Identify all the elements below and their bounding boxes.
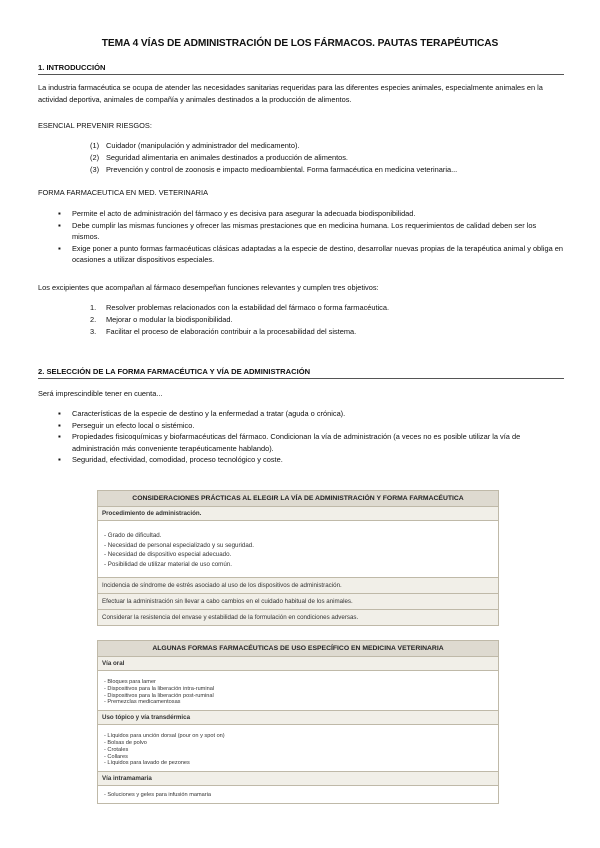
section-heading-introduccion: 1. INTRODUCCIÓN xyxy=(38,63,564,75)
table-header: CONSIDERACIONES PRÁCTICAS AL ELEGIR LA VÍA DE ADMINISTRACIÓN Y FORMA FARMACÉUTICA xyxy=(98,491,498,507)
risks-list xyxy=(90,140,560,176)
table-item: - Grado de dificultad. xyxy=(104,532,162,539)
table-formas-veterinarias xyxy=(97,640,499,804)
table-item: - Posibilidad de utilizar material de uso común. xyxy=(104,560,232,568)
table-item: - Soluciones y geles para infusión mamaria xyxy=(104,792,211,799)
table-group-label: Uso tópico y vía transdérmica xyxy=(98,711,498,725)
forma-bullets xyxy=(58,208,563,266)
document-title: TEMA 4 VÍAS DE ADMINISTRACIÓN DE LOS FÁRMACOS. PAUTAS TERAPÉUTICAS xyxy=(101,38,499,49)
intro-paragraph: La industria farmacéutica se ocupa de atender las necesidades sanitarias requeridas para las diferentes especies animales, especialmente animales en la actividad deportiva, animales de compañía y animales destinados a la producción de alimentos. xyxy=(38,83,543,104)
bullet-item: ▪ Perseguir un efecto local o sistémico. xyxy=(58,420,563,432)
risk-item: (1) Cuidador (manipulación y administrador del medicamento). xyxy=(90,141,300,150)
section2-lead: Será imprescindible tener en cuenta... xyxy=(38,389,163,398)
table-group-label: Vía oral xyxy=(98,657,498,671)
section-heading-seleccion: 2. SELECCIÓN DE LA FORMA FARMACÉUTICA Y VÍA DE ADMINISTRACIÓN xyxy=(38,367,564,379)
objective-item: 3. Facilitar el proceso de elaboración contribuir a la procesabilidad del sistema. xyxy=(90,327,357,336)
table-row: Efectuar la administración sin llevar a cabo cambios en el cuidado habitual de los animales. xyxy=(98,594,498,610)
table-group-items xyxy=(98,725,498,772)
objectives-list xyxy=(90,302,560,338)
table-item: - Necesidad de dispositivo especial adecuado. xyxy=(104,551,232,559)
excipientes-paragraph: Los excipientes que acompañan al fármaco desempeñan funciones relevantes y cumplen tres objetivos: xyxy=(38,283,379,292)
bullet-item: ▪ Debe cumplir las mismas funciones y ofrecer las mismas prestaciones que en medicina humana. Los requerimientos de calidad deben ser los mismos. xyxy=(58,220,563,243)
bullet-item: ▪ Exige poner a punto formas farmacéuticas clásicas adaptadas a la especie de destino, desarrollar nuevas propias de la terapéutica animal y obliga en ocasiones a utilizar dispositivos especiales. xyxy=(58,243,563,266)
table-header: ALGUNAS FORMAS FARMACÉUTICAS DE USO ESPECÍFICO EN MEDICINA VETERINARIA xyxy=(98,641,498,657)
table-item: - Líquidos para lavado de pezones xyxy=(104,760,190,767)
table-item: - Premezclas medicamentosas xyxy=(104,699,181,706)
risk-item: (3) Prevención y control de zoonosis e impacto medioambiental. Forma farmacéutica en medicina veterinaria... xyxy=(90,165,458,174)
table-item: - Bolsas de polvo xyxy=(104,739,147,746)
forma-label: FORMA FARMACEUTICA EN MED. VETERINARIA xyxy=(38,188,209,197)
table-item: - Dispositivos para la liberación intra-ruminal xyxy=(104,685,215,692)
bullet-item: ▪ Seguridad, efectividad, comodidad, proceso tecnológico y coste. xyxy=(58,454,563,466)
table-group-items xyxy=(98,671,498,711)
table-item: - Bloques para lamer xyxy=(104,679,156,685)
bullet-item: ▪ Permite el acto de administración del fármaco y es decisiva para asegurar la adecuada biodisponibilidad. xyxy=(58,208,563,220)
table-row: Incidencia de síndrome de estrés asociado al uso de los dispositivos de administración. xyxy=(98,578,498,594)
table-group-label: Vía intramamaria xyxy=(98,772,498,786)
table-consideraciones xyxy=(97,490,499,626)
table-item: - Crotales xyxy=(104,746,129,753)
table-row: Considerar la resistencia del envase y estabilidad de la formulación en condiciones adversas. xyxy=(98,610,498,625)
table-group-items xyxy=(98,786,498,803)
objective-item: 2. Mejorar o modular la biodisponibilidad. xyxy=(90,315,233,324)
bullet-item: ▪ Propiedades fisicoquímicas y biofarmacéuticas del fármaco. Condicionan la vía de administración (a veces no es posible utilizar la vía de administración más conveniente terapéuticamente hablando). xyxy=(58,431,563,454)
table-item: - Dispositivos para la liberación post-ruminal xyxy=(104,692,214,699)
objective-item: 1. Resolver problemas relacionados con la estabilidad del fármaco o forma farmacéutica. xyxy=(90,303,390,312)
section2-bullets xyxy=(58,408,563,466)
table-items xyxy=(98,521,498,578)
table-subheader: Procedimiento de administración. xyxy=(98,507,498,521)
table-item: - Líquidos para unción dorsal (pour on y spot on) xyxy=(104,733,225,740)
risk-item: (2) Seguridad alimentaria en animales destinados a producción de alimentos. xyxy=(90,153,348,162)
table-item: - Necesidad de personal especializado y su seguridad. xyxy=(104,541,254,549)
table-item: - Collares xyxy=(104,753,128,760)
bullet-item: ▪ Características de la especie de destino y la enfermedad a tratar (aguda o crónica). xyxy=(58,408,563,420)
essential-label: ESENCIAL PREVENIR RIESGOS: xyxy=(38,121,152,130)
